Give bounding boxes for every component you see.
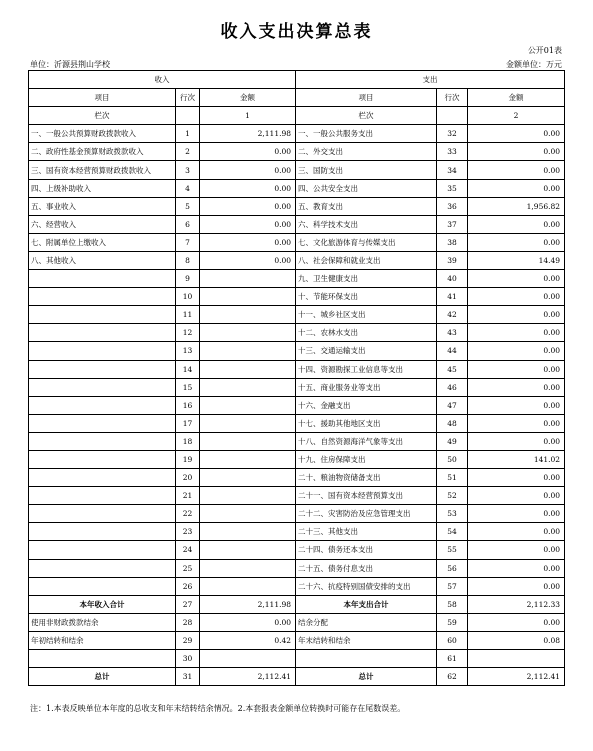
table-row	[29, 125, 565, 143]
income-row-no-cell: 22	[176, 505, 200, 523]
income-row-no-cell: 24	[176, 541, 200, 559]
table-row	[29, 487, 565, 505]
expense-amount-cell: 0.00	[468, 125, 565, 143]
income-expense-table	[28, 70, 565, 686]
income-row-no-cell: 10	[176, 288, 200, 306]
table-row	[29, 342, 565, 360]
table-row	[29, 324, 565, 342]
income-item-cell	[29, 487, 176, 505]
income-row-no-cell: 2	[176, 143, 200, 161]
expense-item-cell: 八、社会保障和就业支出	[296, 251, 437, 269]
income-item-cell	[29, 469, 176, 487]
expense-item-cell: 二十三、其他支出	[296, 523, 437, 541]
income-item-cell	[29, 288, 176, 306]
expense-row-no-cell: 43	[437, 324, 468, 342]
income-item-cell: 八、其他收入	[29, 251, 176, 269]
income-item-cell: 三、国有资本经营预算财政拨款收入	[29, 161, 176, 179]
income-amount-cell	[200, 487, 296, 505]
expense-row-no-cell: 61	[437, 650, 468, 668]
income-col-blank	[176, 107, 200, 125]
income-row-no-cell: 6	[176, 215, 200, 233]
expense-item-cell: 二十一、国有资本经营预算支出	[296, 487, 437, 505]
table-row	[29, 270, 565, 288]
income-amount-cell	[200, 523, 296, 541]
income-amount-cell: 0.42	[200, 631, 296, 649]
expense-row-no-cell: 52	[437, 487, 468, 505]
summary-row	[29, 613, 565, 631]
expense-row-no-cell: 34	[437, 161, 468, 179]
income-row-no-cell: 23	[176, 523, 200, 541]
expense-amount-cell: 141.02	[468, 450, 565, 468]
expense-amount-cell: 0.00	[468, 505, 565, 523]
income-amount-cell: 0.00	[200, 613, 296, 631]
expense-item-cell: 二十六、抗疫特别国债安排的支出	[296, 577, 437, 595]
income-amount-cell: 0.00	[200, 233, 296, 251]
income-item-cell	[29, 650, 176, 668]
expense-col-blank	[437, 107, 468, 125]
expense-row-no-cell: 40	[437, 270, 468, 288]
expense-row-no-cell: 56	[437, 559, 468, 577]
income-row-no-cell: 8	[176, 251, 200, 269]
income-amount-cell	[200, 559, 296, 577]
income-item-cell	[29, 396, 176, 414]
expense-row-no-cell: 33	[437, 143, 468, 161]
income-item-cell	[29, 270, 176, 288]
income-item-cell	[29, 324, 176, 342]
expense-row-no-cell: 49	[437, 432, 468, 450]
expense-item-cell: 十二、农林水支出	[296, 324, 437, 342]
income-item-cell	[29, 432, 176, 450]
expense-item-cell: 十、节能环保支出	[296, 288, 437, 306]
income-item-cell	[29, 541, 176, 559]
expense-row-no-cell: 39	[437, 251, 468, 269]
income-amount-cell	[200, 378, 296, 396]
income-item-cell: 二、政府性基金预算财政拨款收入	[29, 143, 176, 161]
income-row-no-cell: 26	[176, 577, 200, 595]
table-row	[29, 215, 565, 233]
expense-item-cell: 二十、粮油物资储备支出	[296, 469, 437, 487]
expense-item-cell: 十四、资源勘探工业信息等支出	[296, 360, 437, 378]
expense-row-no-cell: 41	[437, 288, 468, 306]
income-section-header: 收入	[29, 71, 296, 89]
income-row-no-cell: 15	[176, 378, 200, 396]
expense-row-no-cell: 50	[437, 450, 468, 468]
income-amount-cell	[200, 288, 296, 306]
summary-row	[29, 631, 565, 649]
expense-amount-cell: 0.00	[468, 143, 565, 161]
income-item-cell	[29, 378, 176, 396]
income-item-cell: 一、一般公共预算财政拨款收入	[29, 125, 176, 143]
expense-amount-cell: 1,956.82	[468, 197, 565, 215]
income-amount-cell	[200, 505, 296, 523]
table-row	[29, 143, 565, 161]
income-amount-cell	[200, 577, 296, 595]
table-row	[29, 251, 565, 269]
expense-amount-cell: 0.00	[468, 378, 565, 396]
footnote: 注：1.本表反映单位本年度的总收支和年末结转结余情况。2.本套报表金额单位转换时可能存在尾数误差。	[30, 704, 406, 713]
expense-item-cell: 三、国防支出	[296, 161, 437, 179]
income-row-no-cell: 31	[176, 668, 200, 686]
income-row-no-cell: 18	[176, 432, 200, 450]
expense-row-no-cell: 58	[437, 595, 468, 613]
expense-item-cell: 四、公共安全支出	[296, 179, 437, 197]
expense-amount-cell: 0.00	[468, 577, 565, 595]
expense-item-cell: 十三、交通运输支出	[296, 342, 437, 360]
expense-item-cell: 六、科学技术支出	[296, 215, 437, 233]
column-index-row	[29, 107, 565, 125]
table-row	[29, 432, 565, 450]
expense-item-cell: 十六、金融支出	[296, 396, 437, 414]
income-amount-cell	[200, 450, 296, 468]
income-col-label: 栏次	[29, 107, 176, 125]
income-item-cell	[29, 414, 176, 432]
income-row-no-cell: 5	[176, 197, 200, 215]
expense-item-cell: 十七、援助其他地区支出	[296, 414, 437, 432]
income-row-no-cell: 20	[176, 469, 200, 487]
income-item-cell: 六、经营收入	[29, 215, 176, 233]
expense-item-cell: 结余分配	[296, 613, 437, 631]
income-row-no-cell: 7	[176, 233, 200, 251]
expense-item-cell: 二十五、债务付息支出	[296, 559, 437, 577]
expense-amount-cell: 0.00	[468, 523, 565, 541]
income-item-cell	[29, 306, 176, 324]
expense-amount-cell: 0.00	[468, 342, 565, 360]
table-row	[29, 306, 565, 324]
expense-row-no-cell: 45	[437, 360, 468, 378]
table-row	[29, 541, 565, 559]
income-amount-cell: 2,111.98	[200, 125, 296, 143]
expense-item-cell: 二十二、灾害防治及应急管理支出	[296, 505, 437, 523]
expense-item-cell: 十九、住房保障支出	[296, 450, 437, 468]
income-row-no-cell: 13	[176, 342, 200, 360]
expense-row-no-cell: 55	[437, 541, 468, 559]
table-row	[29, 469, 565, 487]
summary-row	[29, 668, 565, 686]
expense-row-no-cell: 62	[437, 668, 468, 686]
income-amount-cell	[200, 342, 296, 360]
summary-row	[29, 595, 565, 613]
expense-amount-cell: 0.00	[468, 487, 565, 505]
expense-amount-cell: 0.00	[468, 161, 565, 179]
income-item-cell	[29, 559, 176, 577]
income-row-no-cell: 14	[176, 360, 200, 378]
income-row-no-cell: 25	[176, 559, 200, 577]
income-item-cell: 总计	[29, 668, 176, 686]
income-item-cell	[29, 523, 176, 541]
income-row-no-cell: 21	[176, 487, 200, 505]
table-row	[29, 197, 565, 215]
income-row-no-cell: 19	[176, 450, 200, 468]
table-row	[29, 179, 565, 197]
income-row-no-cell: 17	[176, 414, 200, 432]
income-amount-cell	[200, 306, 296, 324]
expense-item-cell: 十八、自然资源海洋气象等支出	[296, 432, 437, 450]
income-amount-cell	[200, 469, 296, 487]
income-item-cell: 使用非财政拨款结余	[29, 613, 176, 631]
expense-amount-cell: 0.00	[468, 306, 565, 324]
income-item-cell: 七、附属单位上缴收入	[29, 233, 176, 251]
income-row-no-cell: 29	[176, 631, 200, 649]
table-row	[29, 396, 565, 414]
income-row-no-cell: 11	[176, 306, 200, 324]
expense-item-cell: 二、外交支出	[296, 143, 437, 161]
table-row	[29, 288, 565, 306]
income-row-no-cell: 12	[176, 324, 200, 342]
income-row-no-cell: 28	[176, 613, 200, 631]
income-amount-cell: 2,112.41	[200, 668, 296, 686]
expense-item-cell: 二十四、债务还本支出	[296, 541, 437, 559]
income-amount-cell: 0.00	[200, 197, 296, 215]
expense-row-no-cell: 44	[437, 342, 468, 360]
expense-amount-cell: 0.00	[468, 360, 565, 378]
table-row	[29, 360, 565, 378]
expense-row-no-cell: 51	[437, 469, 468, 487]
expense-item-cell: 总计	[296, 668, 437, 686]
income-item-cell: 年初结转和结余	[29, 631, 176, 649]
table-row	[29, 577, 565, 595]
table-row	[29, 523, 565, 541]
expense-row-no-cell: 36	[437, 197, 468, 215]
income-amount-cell	[200, 324, 296, 342]
income-amount-cell	[200, 432, 296, 450]
expense-row-no-header: 行次	[437, 89, 468, 107]
expense-col-index: 2	[468, 107, 565, 125]
income-item-header: 项目	[29, 89, 176, 107]
income-amount-cell	[200, 541, 296, 559]
expense-amount-cell: 0.00	[468, 541, 565, 559]
expense-item-cell: 九、卫生健康支出	[296, 270, 437, 288]
expense-amount-cell: 0.00	[468, 215, 565, 233]
expense-row-no-cell: 32	[437, 125, 468, 143]
income-col-index: 1	[200, 107, 296, 125]
expense-amount-cell: 0.00	[468, 414, 565, 432]
expense-item-cell	[296, 650, 437, 668]
table-row	[29, 378, 565, 396]
income-row-no-cell: 3	[176, 161, 200, 179]
expense-amount-cell: 0.00	[468, 233, 565, 251]
column-header-row	[29, 89, 565, 107]
income-row-no-cell: 30	[176, 650, 200, 668]
report-title: 收入支出决算总表	[220, 22, 373, 42]
income-item-cell	[29, 577, 176, 595]
expense-amount-cell: 0.00	[468, 469, 565, 487]
expense-row-no-cell: 46	[437, 378, 468, 396]
table-row	[29, 559, 565, 577]
expense-item-cell: 十一、城乡社区支出	[296, 306, 437, 324]
income-amount-cell	[200, 270, 296, 288]
income-row-no-cell: 4	[176, 179, 200, 197]
income-row-no-header: 行次	[176, 89, 200, 107]
expense-row-no-cell: 47	[437, 396, 468, 414]
income-amount-cell: 2,111.98	[200, 595, 296, 613]
expense-amount-cell: 0.00	[468, 559, 565, 577]
reporting-unit: 单位：沂源县荆山学校	[30, 60, 110, 69]
income-amount-cell	[200, 360, 296, 378]
expense-row-no-cell: 59	[437, 613, 468, 631]
table-row	[29, 161, 565, 179]
summary-row	[29, 650, 565, 668]
currency-unit: 金额单位：万元	[506, 60, 562, 69]
expense-amount-cell: 0.00	[468, 396, 565, 414]
income-item-cell	[29, 450, 176, 468]
expense-amount-header: 金额	[468, 89, 565, 107]
income-row-no-cell: 16	[176, 396, 200, 414]
expense-item-cell: 本年支出合计	[296, 595, 437, 613]
expense-row-no-cell: 37	[437, 215, 468, 233]
income-amount-cell	[200, 414, 296, 432]
expense-item-header: 项目	[296, 89, 437, 107]
expense-item-cell: 七、文化旅游体育与传媒支出	[296, 233, 437, 251]
expense-amount-cell: 0.00	[468, 288, 565, 306]
expense-row-no-cell: 53	[437, 505, 468, 523]
expense-item-cell: 年末结转和结余	[296, 631, 437, 649]
expense-amount-cell	[468, 650, 565, 668]
expense-section-header: 支出	[296, 71, 565, 89]
income-row-no-cell: 27	[176, 595, 200, 613]
expense-amount-cell: 0.08	[468, 631, 565, 649]
expense-item-cell: 一、一般公共服务支出	[296, 125, 437, 143]
income-amount-cell: 0.00	[200, 251, 296, 269]
expense-amount-cell: 0.00	[468, 270, 565, 288]
expense-amount-cell: 0.00	[468, 179, 565, 197]
income-row-no-cell: 1	[176, 125, 200, 143]
expense-row-no-cell: 35	[437, 179, 468, 197]
expense-item-cell: 五、教育支出	[296, 197, 437, 215]
income-row-no-cell: 9	[176, 270, 200, 288]
income-amount-cell: 0.00	[200, 179, 296, 197]
income-amount-header: 金额	[200, 89, 296, 107]
income-item-cell: 本年收入合计	[29, 595, 176, 613]
income-amount-cell	[200, 396, 296, 414]
table-row	[29, 233, 565, 251]
income-item-cell	[29, 360, 176, 378]
income-item-cell	[29, 342, 176, 360]
expense-amount-cell: 0.00	[468, 324, 565, 342]
expense-row-no-cell: 48	[437, 414, 468, 432]
income-item-cell: 四、上级补助收入	[29, 179, 176, 197]
expense-col-label: 栏次	[296, 107, 437, 125]
expense-row-no-cell: 60	[437, 631, 468, 649]
income-amount-cell: 0.00	[200, 215, 296, 233]
income-amount-cell: 0.00	[200, 161, 296, 179]
expense-row-no-cell: 54	[437, 523, 468, 541]
expense-amount-cell: 2,112.33	[468, 595, 565, 613]
table-row	[29, 414, 565, 432]
expense-row-no-cell: 42	[437, 306, 468, 324]
income-amount-cell: 0.00	[200, 143, 296, 161]
table-row	[29, 450, 565, 468]
table-row	[29, 505, 565, 523]
section-header-row	[29, 71, 565, 89]
expense-row-no-cell: 57	[437, 577, 468, 595]
expense-amount-cell: 0.00	[468, 432, 565, 450]
form-number: 公开01表	[527, 46, 562, 55]
income-item-cell	[29, 505, 176, 523]
income-item-cell: 五、事业收入	[29, 197, 176, 215]
expense-item-cell: 十五、商业服务业等支出	[296, 378, 437, 396]
expense-amount-cell: 14.49	[468, 251, 565, 269]
income-amount-cell	[200, 650, 296, 668]
expense-amount-cell: 0.00	[468, 613, 565, 631]
expense-row-no-cell: 38	[437, 233, 468, 251]
expense-amount-cell: 2,112.41	[468, 668, 565, 686]
